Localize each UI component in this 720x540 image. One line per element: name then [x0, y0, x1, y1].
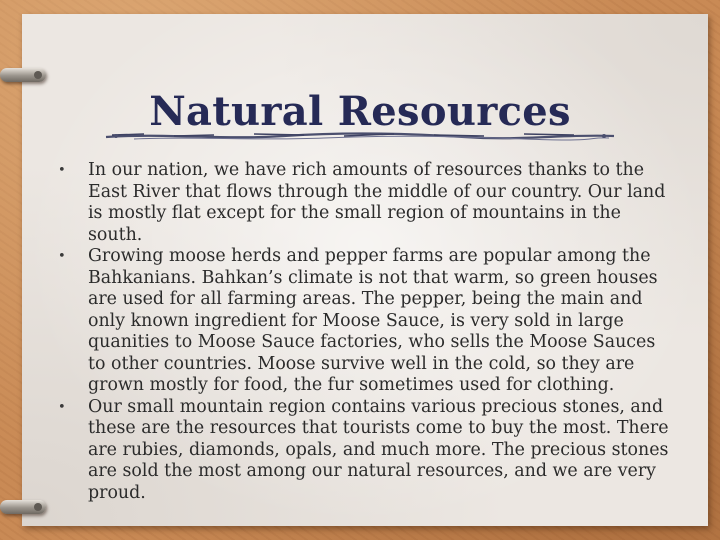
slide-title: Natural Resources	[149, 88, 571, 135]
bullet-text: In our nation, we have rich amounts of resources thanks to the East River that flows through the middle of our country. Our land is mostly flat except for the small region of mountains in the south.	[88, 160, 666, 245]
list-item	[58, 397, 670, 505]
binder-ring-top-icon	[0, 68, 46, 82]
list-item	[58, 160, 670, 246]
bullet-list	[58, 160, 670, 504]
bullet-text: Growing moose herds and pepper farms are popular among the Bahkanians. Bahkan’s climate is not that warm, so green houses are used for all farming areas. The pepper, being the main and only known ingredient for Moose Sauce, is very sold in large quanities to Moose Sauce factories, who sells the Moose Sauces to other countries. Moose survive well in the cold, so they are grown mostly for food, the fur sometimes used for clothing.	[88, 246, 658, 395]
bullet-icon: •	[58, 249, 66, 264]
bullet-text: Our small mountain region contains various precious stones, and these are the resources that tourists come to buy the most. There are rubies, diamonds, opals, and much more. The precious stones are sold the most among our natural resources, and we are very proud.	[88, 396, 669, 503]
bullet-icon: •	[58, 399, 66, 415]
binder-ring-bottom-icon	[0, 500, 46, 514]
list-item	[58, 246, 670, 397]
bullet-icon: •	[58, 163, 66, 178]
scroll-ornament-icon	[104, 130, 616, 142]
